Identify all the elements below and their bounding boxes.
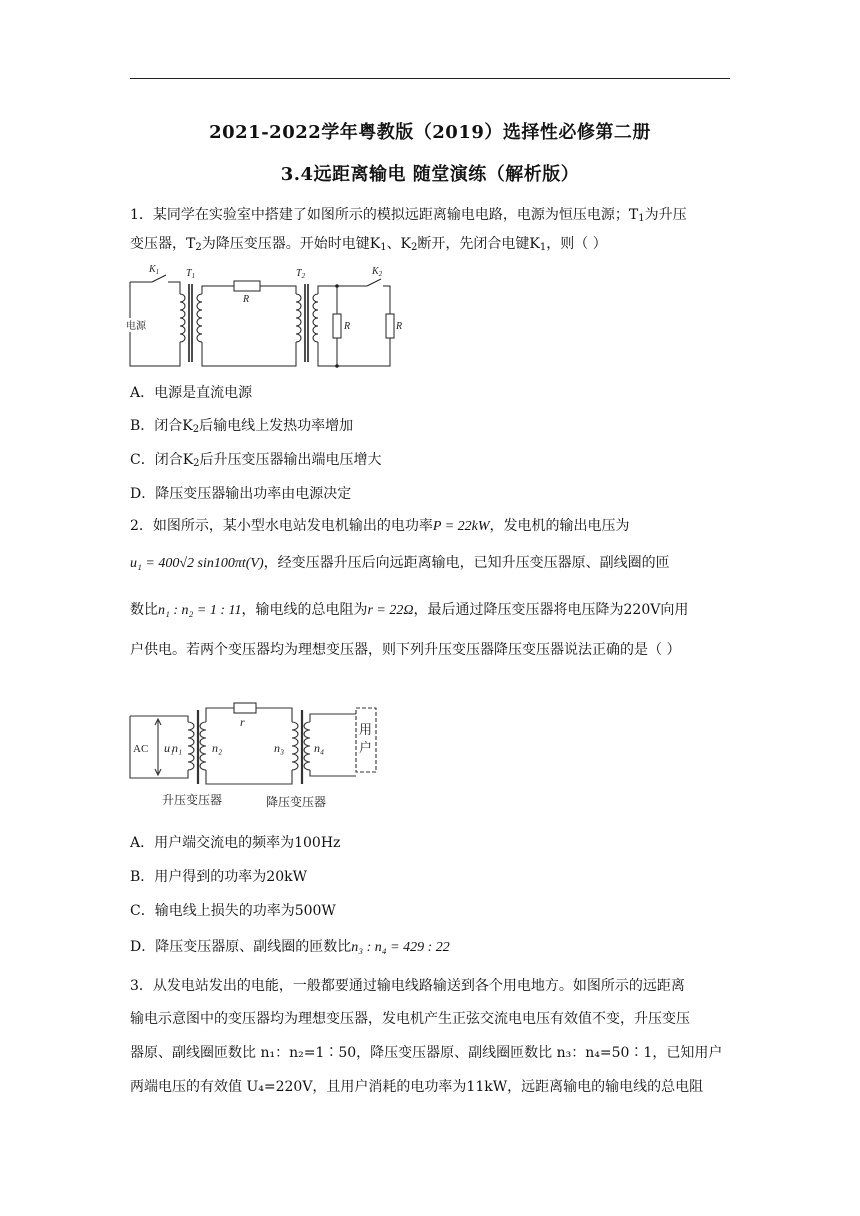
q2-user-label-2: 户 bbox=[359, 740, 373, 755]
q2-n1-label: n₁ bbox=[172, 741, 183, 755]
q2-u1-label: u₁ bbox=[164, 741, 175, 755]
q2-line4: 户供电。若两个变压器均为理想变压器，则下列升压变压器降压变压器说法正确的是（ ） bbox=[130, 642, 681, 658]
q1-t1-label: $T_1$ bbox=[186, 268, 196, 280]
q2-step-down-label: 降压变压器 bbox=[266, 795, 327, 809]
q2-line-resistor-label: r bbox=[240, 715, 245, 729]
q1-source-label: 电源 bbox=[126, 321, 146, 332]
q3-line2: 输电示意图中的变压器均为理想变压器，发电机产生正弦交流电电压有效值不变，升压变压 bbox=[130, 1011, 690, 1027]
q1-option-a[interactable]: A．电源是直流电源 bbox=[130, 385, 253, 401]
q1-line-resistor-label: R bbox=[243, 294, 250, 305]
page-title: 2021-2022学年粤教版（2019）选择性必修第二册 bbox=[209, 122, 651, 143]
q2-transmission-diagram bbox=[128, 692, 386, 814]
q1-option-d[interactable]: D．降压变压器输出功率由电源决定 bbox=[130, 486, 352, 502]
q1-circuit-diagram bbox=[122, 262, 412, 374]
q1-k1-label: $K_1$ bbox=[149, 264, 160, 276]
q2-n2-label: n₂ bbox=[212, 741, 223, 755]
q2-option-a[interactable]: A．用户端交流电的频率为100Hz bbox=[130, 835, 341, 851]
q2-n3-label: n₃ bbox=[274, 741, 285, 755]
q2-line1: 2．如图所示，某小型水电站发电机输出的电功率P = 22kW，发电机的输出电压为 bbox=[130, 518, 630, 534]
q3-line4: 两端电压的有效值 U₄=220V，且用户消耗的电功率为11kW，远距离输电的输电线的总电阻 bbox=[130, 1079, 704, 1095]
page-subtitle: 3.4远距离输电 随堂演练（解析版） bbox=[280, 164, 580, 185]
q2-ac-label: AC bbox=[133, 743, 149, 755]
q1-load1-label: R bbox=[344, 321, 351, 332]
q2-line2: u₁ = 400√2 sin100πt(V)，经变压器升压后向远距离输电，已知升压变压器原、副线圈的匝 bbox=[130, 555, 670, 571]
q2-option-b[interactable]: B．用户得到的功率为20kW bbox=[130, 869, 307, 885]
q1-option-b[interactable]: B．闭合$K_2$后输电线上发热功率增加 bbox=[130, 418, 354, 435]
q2-option-c[interactable]: C．输电线上损失的功率为500W bbox=[130, 903, 336, 919]
q2-user-label-1: 用 bbox=[359, 722, 373, 737]
q3-line1: 3．从发电站发出的电能，一般都要通过输电线路输送到各个用电地方。如图所示的远距离 bbox=[130, 978, 685, 994]
q1-load2-label: R bbox=[396, 321, 403, 332]
q3-line3: 器原、副线圈匝数比 n₁：n₂=1∶50，降压变压器原、副线圈匝数比 n₃：n₄=50∶1，已知用户 bbox=[130, 1045, 723, 1061]
q1-t2-label: $T_2$ bbox=[296, 268, 306, 280]
q1-line2: 变压器，$T_2$为降压变压器。开始时电键$K_1$、$K_2$断开，先闭合电键$K_1$，则（ ） bbox=[130, 236, 607, 253]
q2-step-up-label: 升压变压器 bbox=[162, 793, 223, 807]
header-rule bbox=[130, 78, 730, 79]
q1-k2-label: $K_2$ bbox=[372, 266, 383, 278]
q1-option-c[interactable]: C．闭合$K_2$后升压变压器输出端电压增大 bbox=[130, 452, 382, 469]
q2-option-d[interactable]: D．降压变压器原、副线圈的匝数比n₃ : n₄ = 429 : 22 bbox=[130, 939, 450, 955]
q2-n4-label: n₄ bbox=[314, 741, 325, 755]
q1-line1: 1．某同学在实验室中搭建了如图所示的模拟远距离输电电路，电源为恒压电源；$T_1$为升压 bbox=[130, 207, 687, 224]
q2-line3: 数比n₁ : n₂ = 1 : 11，输电线的总电阻为r = 22Ω，最后通过降压变压器将电压降为220V向用 bbox=[130, 602, 689, 618]
